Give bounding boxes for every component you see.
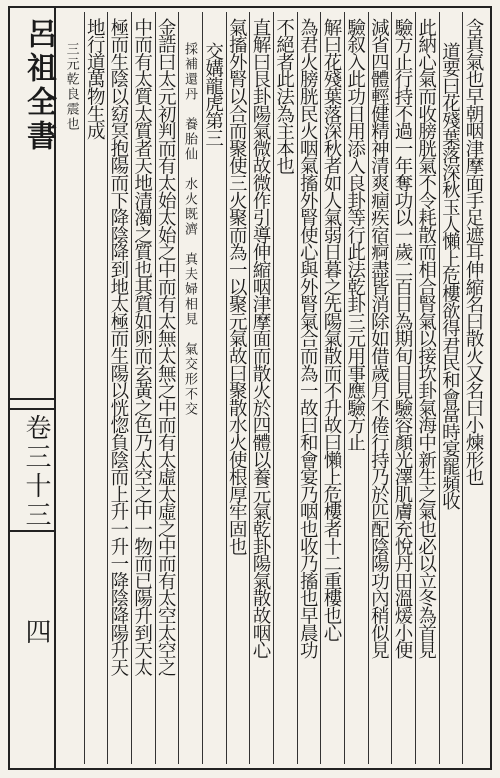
text-column: 極而生陰以窈冥抱陽而下降陰降到地太極而生陽以恍惚負陰而上升一升一降陰降陽升天	[107, 12, 131, 764]
section-note: 採補還丹 養胎仙 水火既濟 真夫婦相見 氣交形不交	[178, 12, 202, 764]
text-column: 含真氣也早朝咽津摩面手足遮耳伸縮名曰散火又名曰小煉形也	[462, 12, 486, 764]
text-column: 解曰花殘葉落深秋者如人氣弱日暮之先陽氣散而不升故曰懶上危樓者十二重樓也心	[320, 12, 344, 764]
text-body	[60, 12, 486, 764]
text-column: 中而有太質太質者天地清濁之質也其質如卵而玄黃之色乃太空之中一物而已陽升到天太	[131, 12, 155, 764]
text-column: 不絕者此法為主本也	[273, 12, 297, 764]
text-column: 直解曰艮卦陽氣微故微作引導伸縮咽津摩面而散火於四體以養元氣乾卦陽氣散故咽心	[249, 12, 273, 764]
text-column: 驗方止行持不過一年奪功以一歲二百日為期旬日見驗容顏光澤肌膚充悅丹田溫煖小便	[391, 12, 415, 764]
text-column: 道要曰花殘葉落深秋玉人懶上危樓欲得君民和會當時宴罷頻收	[439, 12, 463, 764]
page-frame	[8, 6, 492, 770]
book-title: 呂祖全書	[21, 18, 56, 154]
text-column: 減省四體輕健精神清爽痼疾宿痾盡皆消除如借歲月不倦行持乃於匹配陰陽功內稍似見	[368, 12, 392, 764]
volume-label: 卷三十三	[21, 414, 51, 530]
text-column: 氣搐外腎以合而聚使三火聚而為一以聚元氣故曰聚散水火使根厚牢固也	[226, 12, 250, 764]
book-margin	[10, 8, 56, 768]
section-heading: 交媾龍虎第三	[202, 12, 226, 764]
text-column: 此納心氣而收膀胱氣不令耗散而相合腎氣以接坎卦氣海中新生之氣也必以立冬為首見	[415, 12, 439, 764]
fishtail-mark	[10, 398, 54, 410]
sub-note: 三元乾良震也	[63, 42, 79, 132]
text-column: 驗叙入此功日用添入良卦等行此法乾卦三元用事應驗方止	[344, 12, 368, 764]
text-column: 金誥曰太元初判而有太始太始之中而有太無太無之中而有太虛太虛之中而有太空太空之	[155, 12, 179, 764]
fishtail-line	[10, 530, 54, 532]
page-number: 四	[21, 618, 51, 644]
text-column: 為君火膀胱民火咽氣搐外腎使心與外腎氣合而為一故曰和會宴乃咽也收乃搐也早晨功	[297, 12, 321, 764]
text-column: 地行道萬物生成	[84, 12, 108, 764]
